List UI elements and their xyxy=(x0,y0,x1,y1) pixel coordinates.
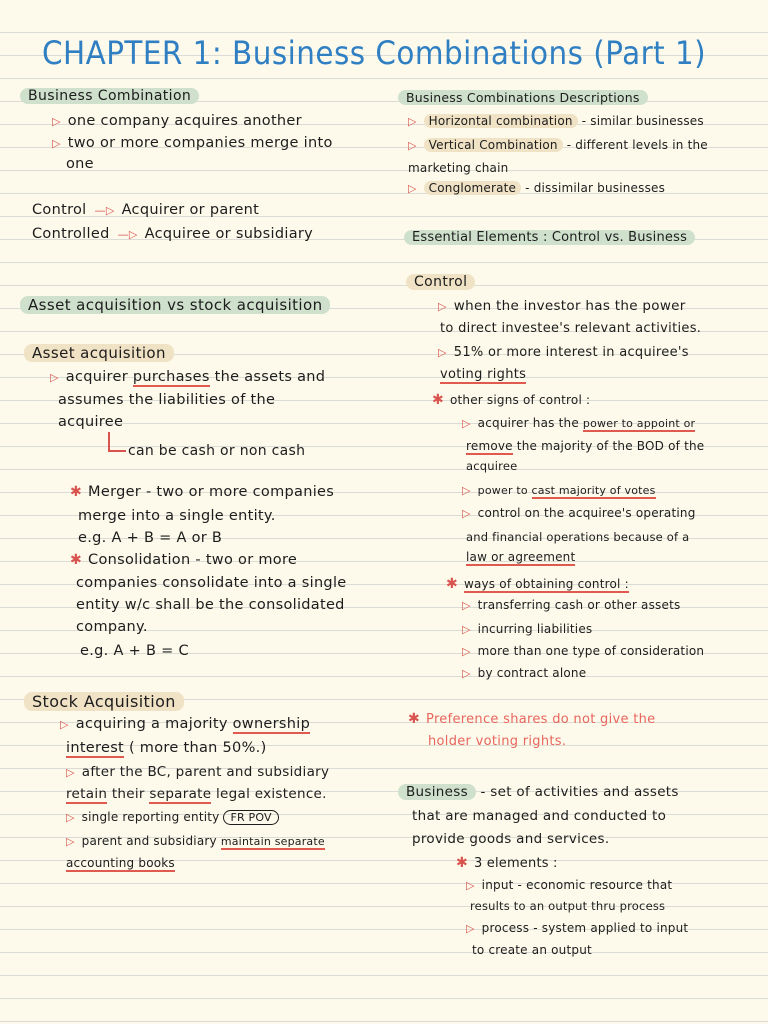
stock-line-4: retain their separate legal existence. xyxy=(66,786,327,802)
conglomerate-line: ▷ Conglomerate - dissimilar businesses xyxy=(408,181,666,195)
element-1: ▷ input - economic resource that xyxy=(466,878,673,892)
elements-heading: ✱ 3 elements : xyxy=(456,855,558,871)
triangle-bullet-icon: ▷ xyxy=(462,599,471,612)
triangle-bullet-icon: ▷ xyxy=(462,623,471,636)
heading-asset-vs-stock: Asset acquisition vs stock acquisition xyxy=(20,296,330,314)
triangle-bullet-icon: ▷ xyxy=(462,417,471,430)
way-3: ▷ more than one type of consideration xyxy=(462,644,705,658)
triangle-bullet-icon: ▷ xyxy=(438,346,447,359)
control-line: Control —▷ Acquirer or parent xyxy=(32,202,260,218)
bc-item-2-cont: one xyxy=(66,156,94,172)
stock-line-6: ▷ parent and subsidiary maintain separate xyxy=(66,834,325,848)
horizontal-line: ▷ Horizontal combination - similar businesses xyxy=(408,114,704,128)
vertical-line: ▷ Vertical Combination - different levels in the xyxy=(408,138,708,152)
asset-line-2: assumes the liabilities of the xyxy=(58,392,276,408)
triangle-bullet-icon: ▷ xyxy=(50,371,59,384)
stock-line-3: ▷ after the BC, parent and subsidiary xyxy=(66,764,330,780)
way-4: ▷ by contract alone xyxy=(462,666,587,680)
sign-2: ▷ power to cast majority of votes xyxy=(462,484,656,497)
page-title: CHAPTER 1: Business Combinations (Part 1) xyxy=(42,34,707,72)
triangle-bullet-icon: ▷ xyxy=(408,115,417,128)
triangle-bullet-icon: ▷ xyxy=(462,667,471,680)
bc-item-1: ▷ one company acquires another xyxy=(52,113,302,129)
way-1: ▷ transferring cash or other assets xyxy=(462,598,681,612)
stock-line-2: interest ( more than 50%.) xyxy=(66,740,267,756)
asterisk-icon: ✱ xyxy=(70,552,83,568)
preference-note-1: ✱ Preference shares do not give the xyxy=(408,711,656,727)
asterisk-icon: ✱ xyxy=(432,392,444,408)
sign-1b: remove the majority of the BOD of the xyxy=(466,439,705,453)
heading-asset-acquisition: Asset acquisition xyxy=(24,344,174,362)
control-line-2b: voting rights xyxy=(440,367,527,382)
sign-3c: law or agreement xyxy=(466,550,576,564)
consol-line-3: entity w/c shall be the consolidated xyxy=(76,597,345,613)
triangle-bullet-icon: ▷ xyxy=(408,139,417,152)
heading-business-combination: Business Combination xyxy=(20,88,199,104)
business-line-1: Business - set of activities and assets xyxy=(398,784,679,800)
stock-line-7: accounting books xyxy=(66,856,175,870)
other-signs: ✱ other signs of control : xyxy=(432,392,591,408)
stock-line-5: ▷ single reporting entity FR POV xyxy=(66,810,279,824)
arrow-right-icon: —▷ xyxy=(117,228,138,241)
controlled-line: Controlled —▷ Acquiree or subsidiary xyxy=(32,226,314,242)
stock-line-1: ▷ acquiring a majority ownership xyxy=(60,716,311,732)
merger-line-2: merge into a single entity. xyxy=(78,508,276,524)
asset-line-3: acquiree xyxy=(58,414,124,430)
triangle-bullet-icon: ▷ xyxy=(52,115,61,128)
consol-example: e.g. A + B = C xyxy=(80,643,189,659)
sign-3: ▷ control on the acquiree's operating xyxy=(462,506,696,520)
asterisk-icon: ✱ xyxy=(70,484,83,500)
sign-1: ▷ acquirer has the power to appoint or xyxy=(462,416,696,430)
asterisk-icon: ✱ xyxy=(408,711,421,727)
control-line-1b: to direct investee's relevant activities. xyxy=(440,321,702,336)
heading-stock-acquisition: Stock Acquisition xyxy=(24,692,184,711)
elbow-arrow-icon xyxy=(108,432,126,452)
triangle-bullet-icon: ▷ xyxy=(466,922,475,935)
element-1b: results to an output thru process xyxy=(470,899,666,913)
consol-line-2: companies consolidate into a single xyxy=(76,575,347,591)
heading-essential-elements: Essential Elements : Control vs. Business xyxy=(404,230,695,245)
ways-heading: ✱ ways of obtaining control : xyxy=(446,576,629,592)
control-line-2: ▷ 51% or more interest in acquiree's xyxy=(438,345,689,360)
triangle-bullet-icon: ▷ xyxy=(52,137,61,150)
bc-item-2: ▷ two or more companies merge into xyxy=(52,135,333,151)
heading-control: Control xyxy=(406,274,475,290)
sign-3b: and financial operations because of a xyxy=(466,530,690,544)
triangle-bullet-icon: ▷ xyxy=(462,645,471,658)
triangle-bullet-icon: ▷ xyxy=(408,182,417,195)
business-line-2: that are managed and conducted to xyxy=(412,808,667,824)
sign-1c: acquiree xyxy=(466,459,518,473)
business-line-3: provide goods and services. xyxy=(412,831,610,847)
control-line-1: ▷ when the investor has the power xyxy=(438,298,686,314)
element-2: ▷ process - system applied to input xyxy=(466,921,689,935)
heading-bc-descriptions: Business Combinations Descriptions xyxy=(398,90,648,105)
vertical-line-2: marketing chain xyxy=(408,161,509,175)
triangle-bullet-icon: ▷ xyxy=(66,766,75,779)
element-2b: to create an output xyxy=(472,943,592,957)
consol-line-4: company. xyxy=(76,619,148,635)
triangle-bullet-icon: ▷ xyxy=(466,879,475,892)
triangle-bullet-icon: ▷ xyxy=(66,835,75,848)
merger-line-1: ✱ Merger - two or more companies xyxy=(70,484,335,500)
asterisk-icon: ✱ xyxy=(456,855,468,871)
way-2: ▷ incurring liabilities xyxy=(462,622,593,636)
merger-example: e.g. A + B = A or B xyxy=(78,530,223,546)
triangle-bullet-icon: ▷ xyxy=(60,718,69,731)
asterisk-icon: ✱ xyxy=(446,576,458,592)
consol-line-1: ✱ Consolidation - two or more xyxy=(70,552,298,568)
triangle-bullet-icon: ▷ xyxy=(66,811,75,824)
preference-note-2: holder voting rights. xyxy=(428,734,567,749)
triangle-bullet-icon: ▷ xyxy=(462,484,471,497)
triangle-bullet-icon: ▷ xyxy=(438,300,447,313)
triangle-bullet-icon: ▷ xyxy=(462,507,471,520)
arrow-right-icon: —▷ xyxy=(94,204,115,217)
asset-line-1: ▷ acquirer purchases the assets and xyxy=(50,369,326,385)
asset-note: can be cash or non cash xyxy=(128,443,306,459)
